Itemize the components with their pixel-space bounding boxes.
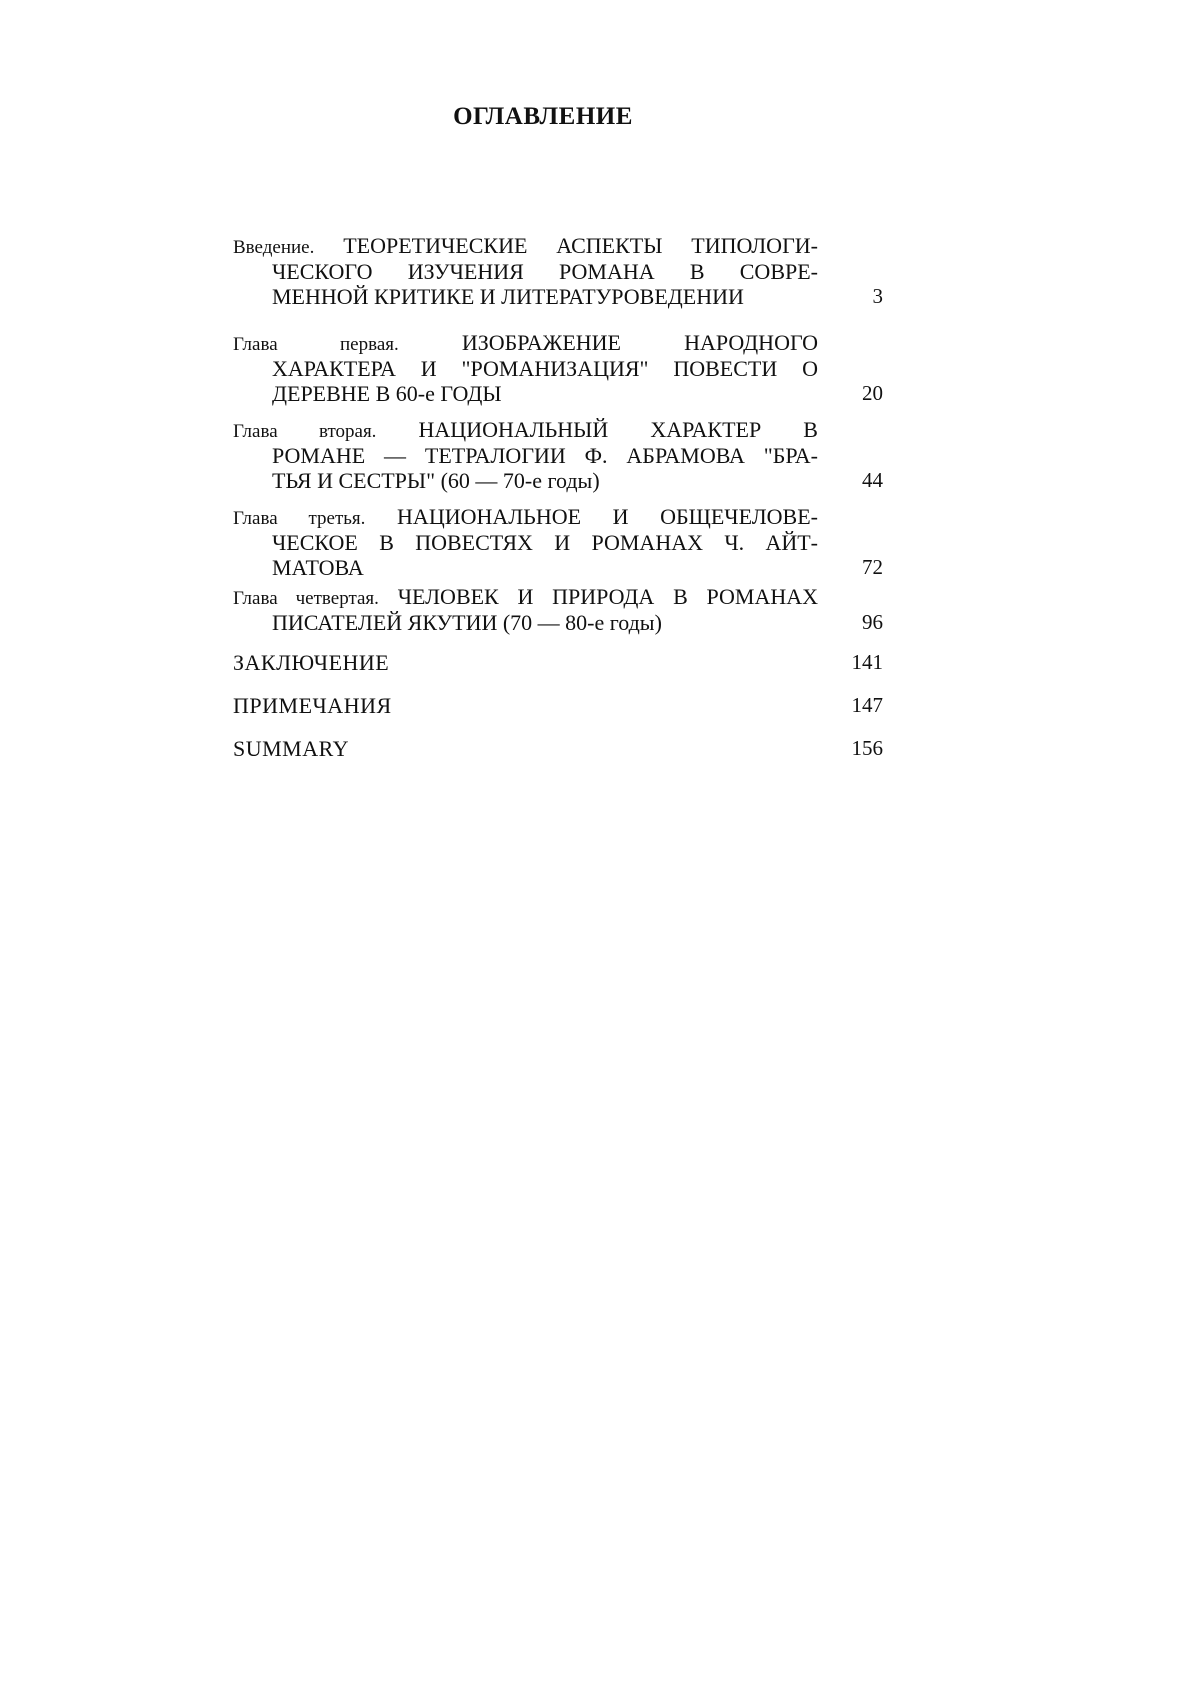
toc-entry-line (233, 504, 818, 530)
toc-entry (233, 584, 883, 635)
toc-page-number: 44 (862, 468, 883, 492)
toc-entry (233, 504, 883, 581)
toc-entry-text: ТЬЯ И СЕСТРЫ" (60 — 70-е годы) (272, 468, 600, 493)
toc-page-number: 20 (862, 381, 883, 405)
toc-entry (233, 693, 883, 719)
toc-entry-lead: Глава первая. (233, 334, 399, 355)
toc-entry-text: НАЦИОНАЛЬНОЕ И ОБЩЕЧЕЛОВЕ- (397, 504, 818, 529)
toc-entry-line (233, 330, 818, 356)
toc-entry-lead: Глава вторая. (233, 421, 377, 442)
toc-entry-text: ЧЕЛОВЕК И ПРИРОДА В РОМАНАХ (397, 584, 818, 609)
toc-entry-text: ПРИМЕЧАНИЯ (233, 693, 392, 718)
toc-entry-text: ТЕОРЕТИЧЕСКИЕ АСПЕКТЫ ТИПОЛОГИ- (343, 233, 818, 258)
toc-entry (233, 736, 883, 762)
toc-entry-text: НАЦИОНАЛЬНЫЙ ХАРАКТЕР В (418, 417, 818, 442)
toc-page-number: 3 (872, 284, 883, 308)
toc-entry-line (233, 736, 883, 762)
toc-entry-line (233, 584, 818, 610)
toc-entry-line (233, 233, 818, 259)
toc-page-number: 156 (851, 736, 883, 760)
toc-entry-line (272, 259, 818, 285)
toc-entry-line (233, 417, 818, 443)
toc-page-number: 72 (862, 555, 883, 579)
toc-entry-line (233, 650, 883, 676)
toc-entry-line (272, 610, 883, 636)
toc-entry-lead: Глава четвертая. (233, 588, 379, 609)
toc-entry-text: ПИСАТЕЛЕЙ ЯКУТИИ (70 — 80-е годы) (272, 609, 662, 635)
toc-entry-lead: Глава третья. (233, 508, 366, 529)
toc-entry (233, 650, 883, 676)
toc-entry-text: РОМАНЕ — ТЕТРАЛОГИИ Ф. АБРАМОВА "БРА- (272, 442, 818, 468)
toc-entry-text: ЧЕСКОЕ В ПОВЕСТЯХ И РОМАНАХ Ч. АЙТ- (272, 529, 818, 555)
page-title: ОГЛАВЛЕНИЕ (453, 103, 633, 130)
toc-entry-line (272, 381, 883, 407)
toc-entry-line (272, 530, 818, 556)
toc-entry-text: МАТОВА (272, 555, 364, 580)
toc-entry-text: МЕННОЙ КРИТИКЕ И ЛИТЕРАТУРОВЕДЕНИИ (272, 284, 744, 309)
toc-entry-line (272, 468, 883, 494)
toc-entry (233, 233, 883, 310)
toc-entry-text: ЧЕСКОГО ИЗУЧЕНИЯ РОМАНА В СОВРЕ- (272, 258, 818, 284)
toc-page-number: 96 (862, 609, 883, 634)
toc-entry-text: ЗАКЛЮЧЕНИЕ (233, 650, 390, 675)
toc-entry-text: SUMMARY (233, 736, 349, 761)
toc-entry-text: ИЗОБРАЖЕНИЕ НАРОДНОГО (461, 330, 818, 355)
toc-entry-line (272, 356, 818, 382)
toc-entry (233, 330, 883, 407)
toc-page-number: 141 (851, 650, 883, 674)
toc-entry-line (233, 693, 883, 719)
toc-entry-line (272, 555, 883, 581)
toc-entry-text: ДЕРЕВНЕ В 60-е ГОДЫ (272, 381, 502, 406)
toc-entry-text: ХАРАКТЕРА И "РОМАНИЗАЦИЯ" ПОВЕСТИ О (272, 355, 818, 381)
toc-entry-line (272, 284, 883, 310)
toc-entry-line (272, 443, 818, 469)
toc-entry-lead: Введение. (233, 237, 315, 258)
toc-page-number: 147 (851, 693, 883, 717)
toc-entry (233, 417, 883, 494)
